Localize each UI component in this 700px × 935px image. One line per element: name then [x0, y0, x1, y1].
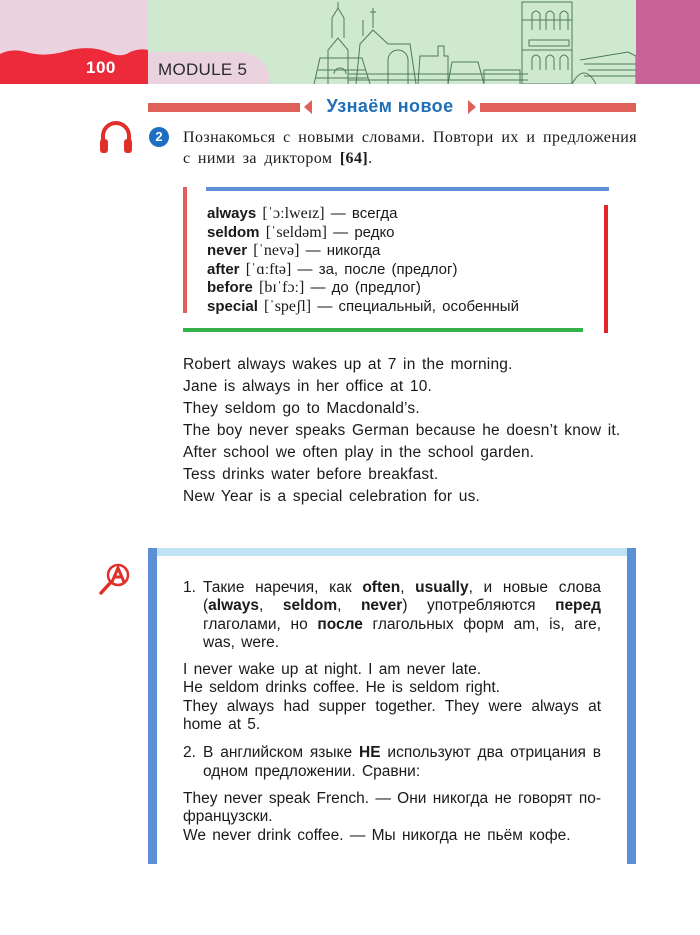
vocab-box-bottom-border — [183, 328, 583, 332]
vocab-entry-never — [207, 242, 519, 261]
task-instruction — [183, 127, 637, 169]
rule-number: 2. — [183, 744, 196, 762]
rule-text-part: ) употребляются — [402, 597, 556, 615]
vocab-dash: — — [297, 260, 313, 278]
vocab-box-top-border — [206, 187, 609, 191]
task-instruction-text: Познакомься с новыми словами. Повтори их и предложения с ними за диктором — [183, 129, 637, 167]
grammar-rule-1 — [183, 579, 601, 652]
section-title: Узнаём новое — [326, 96, 454, 116]
rule-text-part: Такие наречия, как — [203, 579, 363, 596]
vocab-entry-after — [207, 261, 519, 280]
vocabulary-list — [207, 205, 519, 316]
grammar-box-right-border — [627, 548, 636, 864]
audio-track-number: [64] — [339, 150, 369, 167]
grammar-rule-2 — [183, 744, 601, 781]
vocab-transcription: [ˈnevə] — [253, 242, 300, 259]
vocab-translation: редко — [354, 223, 395, 241]
rule-text-part: используют два отрицания в одном предложении. Сравни: — [203, 744, 602, 780]
vocab-dash: — — [305, 242, 321, 259]
rule-text — [203, 744, 601, 781]
rule-keyword: после — [317, 615, 363, 633]
example-sentence: Tess drinks water before breakfast. — [183, 466, 439, 483]
rule-text-part: , — [259, 597, 283, 615]
example-sentence: After school we often play in the school garden. — [183, 444, 535, 461]
vocab-dash: — — [330, 205, 346, 222]
vocab-translation: до (предлог) — [331, 279, 421, 296]
vocab-word: after — [207, 260, 240, 278]
rule-text-part: , и новые слова ( — [203, 579, 601, 615]
vocab-word: seldom — [207, 223, 260, 241]
vocab-word: before — [207, 279, 253, 296]
vocab-translation: за, после (предлог) — [318, 260, 458, 278]
rule-text-part: глаголами, но — [203, 615, 318, 633]
chevron-right-icon — [468, 100, 478, 114]
rule-keyword: often — [362, 579, 401, 596]
page-number: 100 — [86, 58, 116, 77]
rule-text-part: , — [337, 597, 361, 615]
grammar-example: I never wake up at night. I am never late. — [183, 661, 482, 679]
rule-text-part: , — [400, 579, 416, 596]
grammar-examples-2 — [183, 790, 601, 845]
grammar-example: He seldom drinks coffee. He is seldom right. — [183, 679, 500, 697]
vocab-word: never — [207, 242, 248, 259]
vocab-entry-before — [207, 279, 519, 298]
grammar-box-left-border — [148, 548, 157, 864]
example-sentence: New Year is a special celebration for us. — [183, 488, 481, 505]
vocab-box-right-border — [604, 205, 608, 333]
module-label: MODULE 5 — [158, 60, 248, 79]
task-instruction-end: . — [368, 150, 373, 167]
rule-keyword: НЕ — [359, 744, 381, 762]
example-sentences — [183, 356, 638, 510]
grammar-rules — [183, 579, 601, 845]
grammar-magnifier-icon — [98, 562, 132, 596]
rule-keyword: always — [208, 597, 260, 615]
rule-text — [203, 579, 601, 652]
example-sentence: The boy never speaks German because he doesn’t know it. — [183, 422, 621, 439]
vocab-translation: никогда — [326, 242, 381, 259]
vocab-word: special — [207, 297, 258, 315]
vocab-transcription: [ˈseldəm] — [265, 223, 327, 241]
vocab-entry-seldom — [207, 224, 519, 243]
headphones-icon — [98, 120, 134, 154]
rule-keyword: перед — [555, 597, 601, 615]
grammar-box-top-border — [148, 548, 636, 556]
grammar-examples-1 — [183, 661, 601, 734]
grammar-example: They always had supper together. They were always at home at 5. — [183, 697, 601, 734]
vocab-entry-always — [207, 205, 519, 224]
task-number-badge: 2 — [149, 127, 169, 147]
rule-keyword: never — [360, 597, 403, 615]
example-sentence: They seldom go to Macdonald’s. — [183, 400, 420, 417]
header-magenta-tab — [636, 0, 700, 84]
rule-keyword: usually — [415, 579, 469, 596]
vocab-translation: всегда — [351, 205, 398, 222]
rule-text-part: В английском языке — [203, 744, 359, 762]
rule-keyword: seldom — [282, 597, 338, 615]
vocab-dash: — — [310, 279, 326, 296]
header-red-band — [0, 56, 148, 84]
vocab-word: always — [207, 205, 257, 222]
section-title-container — [300, 96, 480, 120]
rule-number: 1. — [183, 579, 196, 596]
vocab-box-left-border — [183, 187, 187, 313]
vocab-transcription: [ˈɔːlweɪz] — [262, 205, 325, 222]
vocab-entry-special — [207, 298, 519, 317]
vocab-dash: — — [333, 223, 349, 241]
example-sentence: Jane is always in her office at 10. — [183, 378, 433, 395]
vocab-transcription: [bɪˈfɔː] — [259, 279, 305, 296]
grammar-example: We never drink coffee. — Мы никогда не пьём кофе. — [183, 826, 571, 844]
example-sentence: Robert always wakes up at 7 in the morning. — [183, 356, 513, 373]
vocab-transcription: [ˈɑːftə] — [245, 260, 292, 278]
grammar-example: They never speak French. — Они никогда не говорят по-французски. — [183, 789, 601, 826]
rule-text-part: глагольных форм am, is, are, was, were. — [203, 615, 601, 651]
vocab-transcription: [ˈspeʃl] — [264, 297, 312, 315]
vocab-translation: специальный, особенный — [338, 297, 519, 315]
vocab-dash: — — [317, 297, 333, 315]
